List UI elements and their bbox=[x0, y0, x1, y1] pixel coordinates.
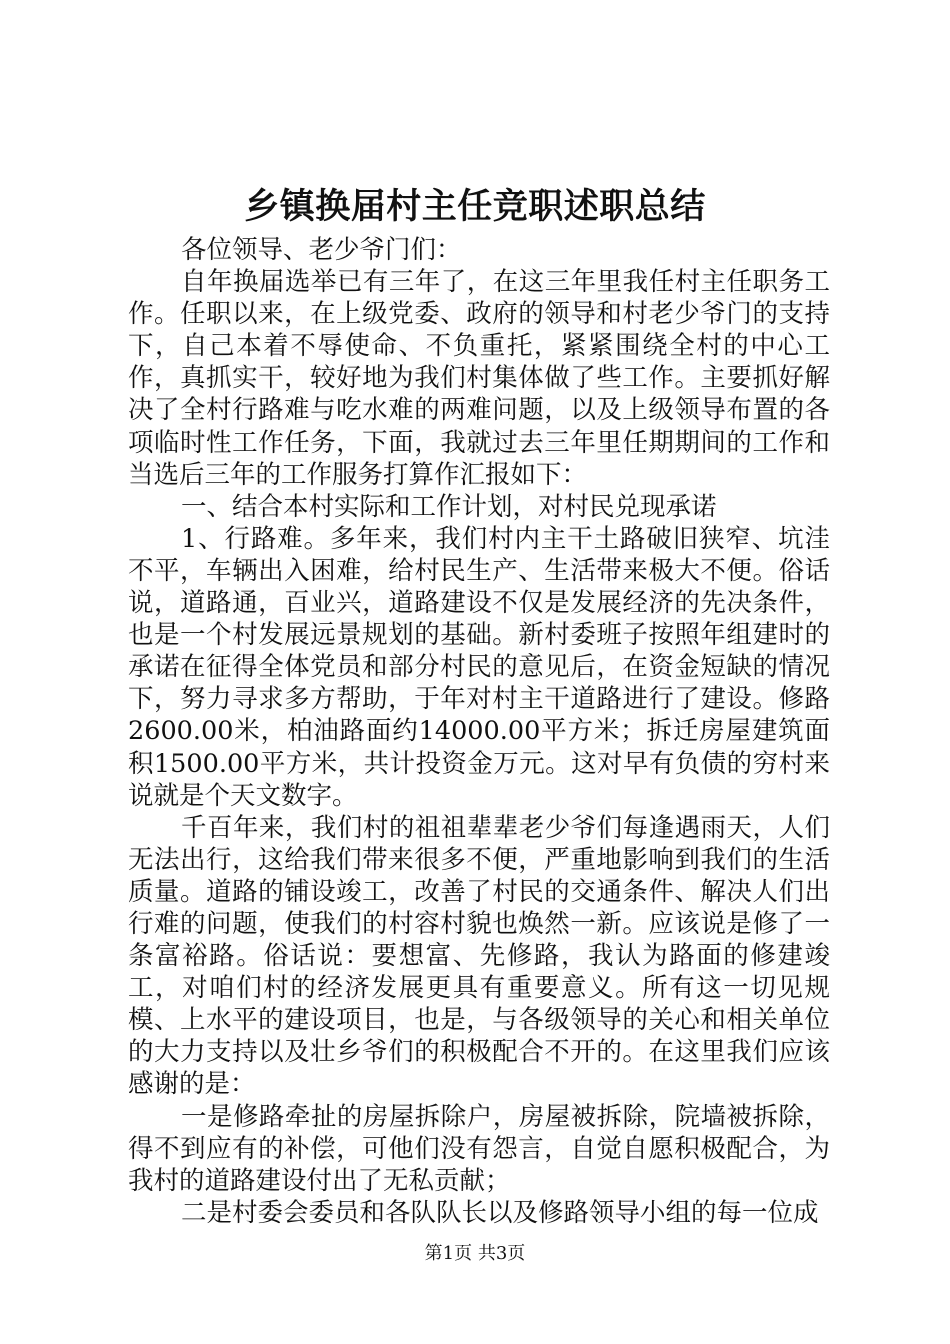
page-indicator: 第1页 共3页 bbox=[424, 1243, 526, 1264]
paragraph-thanks-one: 一是修路牵扯的房屋拆除户，房屋被拆除，院墙被拆除，得不到应有的补偿，可他们没有怨言，自觉自愿积极配合，为我村的道路建设付出了无私贡献； bbox=[128, 1101, 830, 1196]
document-title: 乡镇换届村主任竞职述职总结 bbox=[244, 186, 706, 227]
paragraph-thanks-two: 二是村委会委员和各队队长以及修路领导小组的每一位成 bbox=[181, 1197, 819, 1228]
document-body bbox=[128, 234, 830, 1229]
paragraph-intro: 自年换届选举已有三年了，在这三年里我任村主任职务工作。任职以来，在上级党委、政府的领导和村老少爷门的支持下，自己本着不辱使命、不负重托，紧紧围绕全村的中心工作，真抓实干，较好地为我们村集体做了些工作。主要抓好解决了全村行路难与吃水难的两难问题，以及上级领导布置的各项临时性工作任务，下面，我就过去三年里任期期间的工作和当选后三年的工作服务打算作汇报如下： bbox=[128, 267, 830, 490]
paragraph-road: 1、行路难。多年来，我们村内主干土路破旧狭窄、坑洼不平，车辆出入困难，给村民生产、生活带来极大不便。俗话说，道路通，百业兴，道路建设不仅是发展经济的先决条件，也是一个村发展远景规划的基础。新村委班子按照年组建时的承诺在征得全体党员和部分村民的意见后，在资金短缺的情况下，努力寻求多方帮助，于年对村主干道路进行了建设。修路2600.00米，柏油路面约14000.00平方米；拆迁房屋建筑面积1500.00平方米，共计投资金万元。这对早有负债的穷村来说就是个天文数字。 bbox=[128, 523, 830, 811]
paragraph-salutation: 各位领导、老少爷门们： bbox=[181, 235, 462, 265]
paragraph-history: 千百年来，我们村的祖祖辈辈老少爷们每逢遇雨天，人们无法出行，这给我们带来很多不便，严重地影响到我们的生活质量。道路的铺设竣工，改善了村民的交通条件、解决人们出行难的问题，使我们的村容村貌也焕然一新。应该说是修了一条富裕路。俗话说：要想富、先修路，我认为路面的修建竣工，对咱们村的经济发展更具有重要意义。所有这一切见规模、上水平的建设项目，也是，与各级领导的关心和相关单位的大力支持以及壮乡爷们的积极配合不开的。在这里我们应该感谢的是： bbox=[128, 812, 830, 1100]
section-heading: 一、结合本村实际和工作计划，对村民兑现承诺 bbox=[181, 491, 717, 522]
